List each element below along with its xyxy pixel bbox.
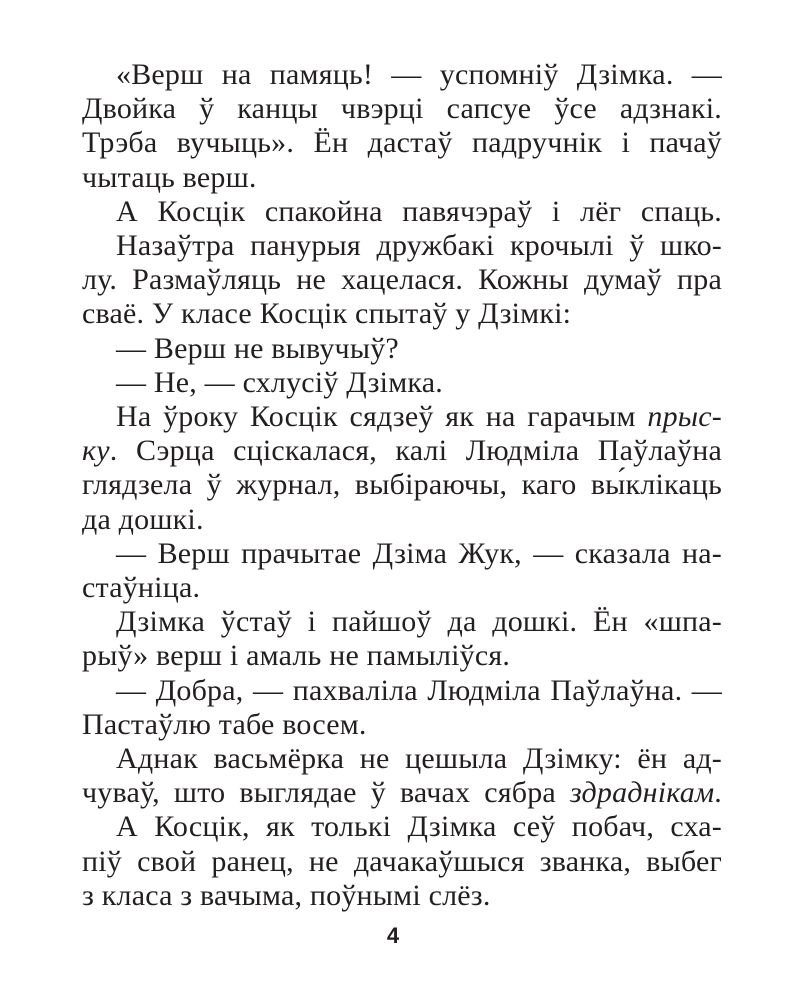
text-line	[82, 776, 722, 810]
text-fragment: . Сэрца сціскалася, калі Людміла Паўлаўна	[109, 434, 722, 468]
text-line: піў свой ранец, не дачакаўшыся званка, выбег	[82, 844, 722, 878]
text-line: Пастаўлю табе восем.	[82, 707, 367, 741]
text-line: да дошкі.	[82, 502, 204, 536]
text-line	[116, 400, 722, 434]
text-line: Двойка ў канцы чвэрці сапсуе ўсе адзнакі.	[82, 92, 722, 126]
text-line: — Добра, — пахваліла Людміла Паўлаўна. —	[116, 673, 722, 707]
page-number: 4	[386, 923, 400, 948]
text-line: стаўніца.	[82, 571, 201, 604]
text-line: Назаўтра панурыя дружбакі крочылі ў шко-	[116, 229, 722, 262]
italic-term: здраднікам	[569, 776, 715, 810]
text-line: з класа з вачыма, поўнымі слёз.	[82, 878, 491, 912]
text-fragment: чуваў, што выглядае ў вачах сябра	[82, 776, 570, 810]
text-fragment: .	[714, 776, 722, 810]
text-line: сваё. У класе Косцік спытаў у Дзімкі:	[82, 297, 572, 331]
text-line: Трэба вучыць». Ён дастаў падручнік і пачаў	[82, 126, 722, 160]
text-line: — Не, — схлусіў Дзімка.	[116, 365, 443, 399]
text-line: чытаць верш.	[82, 160, 257, 194]
italic-term: прыс-	[647, 400, 722, 433]
text-line	[82, 434, 722, 468]
text-line: А Косцік спакойна павячэраў і лёг спаць.	[116, 194, 722, 228]
text-line: Дзімка ўстаў і пайшоў да дошкі. Ён «шпа-	[116, 605, 722, 639]
text-line: — Верш не вывучыў?	[116, 331, 399, 365]
text-line: Аднак васьмёрка не цешыла Дзімку: ён ад-	[116, 742, 722, 775]
text-line: глядзела ў журнал, выбіраючы, каго вы́клікаць	[82, 468, 722, 502]
text-line: «Верш на памяць! — успомніў Дзімка. —	[116, 58, 722, 91]
text-line: — Верш прачытае Дзіма Жук, — сказала на-	[116, 536, 722, 570]
text-fragment: На ўроку Косцік сядзеў як на гарачым	[116, 400, 648, 433]
italic-term: ку	[82, 434, 110, 468]
text-line: лу. Размаўляць не хацелася. Кожны думаў пра	[82, 263, 722, 297]
text-line: рыў» верш і амаль не памыліўся.	[82, 639, 511, 673]
text-line: А Косцік, як толькі Дзімка сеў побач, сха-	[116, 810, 722, 844]
